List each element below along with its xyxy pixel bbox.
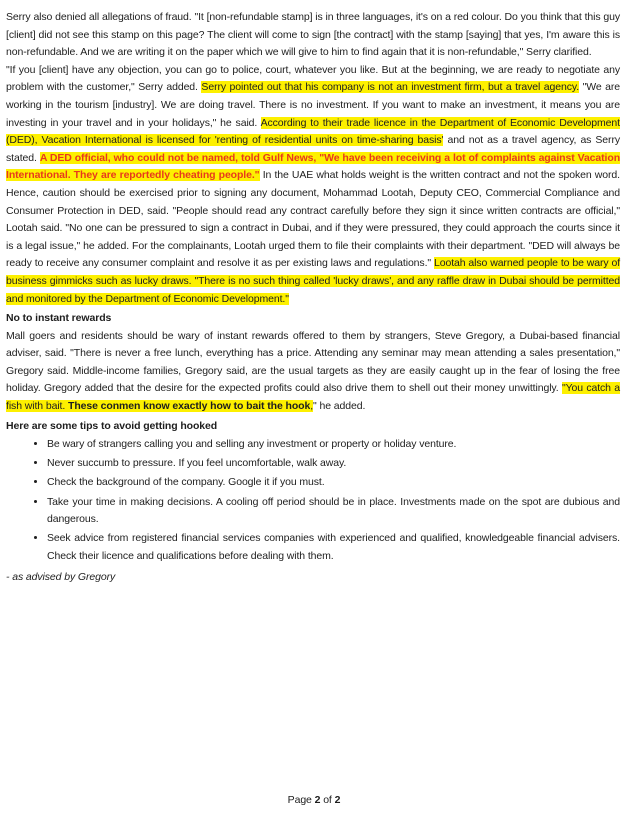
byline: - as advised by Gregory bbox=[6, 571, 116, 584]
tips-list bbox=[6, 436, 620, 565]
text-segment: and not as a travel agency, as Serry stated. bbox=[6, 134, 620, 164]
text-segment: "If you [client] have any objection, you can go to police, court, whatever you like. But at the beginning, we are ready to negotiate any problem with the customer," Serry added. bbox=[6, 63, 620, 94]
page-footer bbox=[0, 794, 628, 806]
highlighted-text-segment: , bbox=[310, 400, 314, 413]
text-segment: Mall goers and residents should be wary of instant rewards offered to them by strangers, Steve Gregory, a Dubai-based financial adviser, said. "There is never a free lunch, everything has a price. Attending any seminar may mean attending a sales presentation," Gregory said. Middle-income families, Gregory said, are the usual targets as they are easily caught up in the fear of losing the free holiday. Gregory added that the desire for the expected profits could also drive them to shell out their money unwittingly. bbox=[6, 329, 620, 395]
alert-text-segment: A DED official, who could not be named, told Gulf News, "We have been receiving a lot of complaints against Vacation International. They are reportedly cheating people." bbox=[6, 151, 621, 182]
highlighted-text-segment: Serry pointed out that his company is not an investment firm, but a travel agency. bbox=[201, 81, 580, 94]
list-item: • Take your time in making decisions. A cooling off period should be in place. Investments made on the spot are dubious and dangerous. bbox=[47, 494, 620, 529]
highlighted-text-segment: According to their trade licence in the Department of Economic Development (DED), Vacation International is licensed for 'renting of residential units on time-sharing basis' bbox=[6, 116, 620, 147]
paragraph bbox=[6, 328, 620, 416]
paragraph bbox=[6, 9, 620, 62]
text-segment: "We are working in the tourism [industry]. We are doing travel. There is no investment. If you want to make an investment, it means you are investing in your travel and in your holidays," he said. bbox=[6, 81, 620, 129]
section-heading: Here are some tips to avoid getting hooked bbox=[6, 419, 218, 432]
list-item: • Check the background of the company. Google it if you must. bbox=[47, 474, 620, 492]
highlighted-text-segment: "You catch a fish with bait. bbox=[6, 382, 620, 413]
list-item: • Seek advice from registered financial services companies with experienced and qualified, knowledgeable financial advisers. Check their licence and qualifications before dealing with them. bbox=[47, 530, 620, 565]
text-segment: Serry also denied all allegations of fraud. "It [non-refundable stamp] is in three languages, it's on a red colour. Do you think that this guy [client] did not see this stamp on this page? The client will come to sign [the contract] with the stamp [saying] that yes, I'm aware this is non-refundable. And we are writing it on the paper which we will give to him to find again that it is non-refundable," Serry clarified. bbox=[6, 11, 620, 59]
text-segment: " he added. bbox=[313, 400, 366, 413]
highlighted-text-segment: These conmen know exactly how to bait the hook bbox=[68, 400, 311, 413]
highlighted-text-segment: Lootah also warned people to be wary of business gimmicks such as lucky draws. "There is no such thing called 'lucky draws', and any raffle draw in Dubai should be permitted and monitored by the Department of Economic Development." bbox=[6, 257, 621, 305]
page-number-text: of bbox=[320, 794, 335, 806]
section-heading: No to instant rewards bbox=[6, 312, 112, 325]
page-number-text: Page bbox=[287, 794, 315, 806]
text-segment: In the UAE what holds weight is the written contract and not the spoken word. Hence, caution should be exercised prior to signing any document, Mohammad Lootah, Deputy CEO, Commercial Compliance and Consumer Protection in DED, said. "People should read any contract carefully before they sign it since written contracts are official," Lootah said. "No one can be pressured to sign a contract in Dubai, and if they were pressured, they could approach the courts since it is a legal issue," he added. For the complainants, Lootah urged them to file their complaints with their department. "DED will always be ready to receive any consumer complaint and resolve it as per existing laws and regulations." bbox=[6, 169, 620, 270]
document-body bbox=[6, 9, 620, 587]
page-number-text: 2 bbox=[334, 794, 341, 806]
paragraph bbox=[6, 62, 620, 308]
list-item: • Be wary of strangers calling you and selling any investment or property or holiday venture. bbox=[47, 436, 620, 454]
page-number-text: 2 bbox=[314, 794, 321, 806]
list-item: • Never succumb to pressure. If you feel uncomfortable, walk away. bbox=[47, 455, 620, 473]
